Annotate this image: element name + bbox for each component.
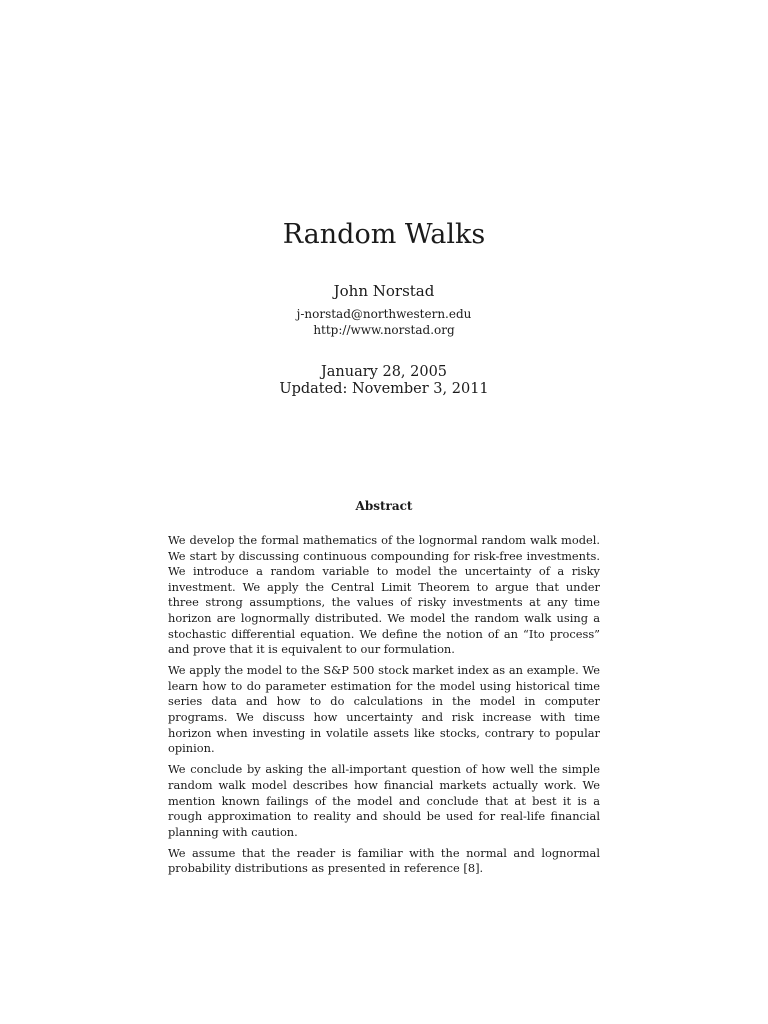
abstract-body xyxy=(168,533,600,882)
abstract-heading: Abstract xyxy=(355,499,413,513)
date-block xyxy=(0,364,768,398)
author-name: John Norstad xyxy=(333,282,435,300)
author-email: j-norstad@northwestern.edu xyxy=(296,307,472,321)
publication-date: January 28, 2005 xyxy=(320,364,448,380)
abstract-paragraph: We assume that the reader is familiar with the normal and lognormal probability distributions as presented in reference [8]. xyxy=(168,845,600,876)
paper-title: Random Walks xyxy=(282,219,486,250)
updated-date: Updated: November 3, 2011 xyxy=(279,381,489,397)
abstract-paragraph: We conclude by asking the all-important question of how well the simple random walk model describes how financial markets actually work. We mention known failings of the model and conclude that at best it is a rough approximation to reality and should be used for real-life financial planning with caution. xyxy=(168,762,600,839)
author-contact xyxy=(0,306,768,338)
author-website: http://www.norstad.org xyxy=(313,323,455,337)
abstract-paragraph: We develop the formal mathematics of the lognormal random walk model. We start by discussing continuous compounding for risk-free investments. We introduce a random variable to model the uncertainty of a risky investment. We apply the Central Limit Theorem to argue that under three strong assumptions, the values of risky investments at any time horizon are lognormally distributed. We model the random walk using a stochastic differential equation. We define the notion of an “Ito process” and prove that it is equivalent to our formulation. xyxy=(168,533,600,657)
abstract-paragraph: We apply the model to the S&P 500 stock market index as an example. We learn how to do parameter estimation for the model using historical time series data and how to do calculations in the model in computer programs. We discuss how uncertainty and risk increase with time horizon when investing in volatile assets like stocks, contrary to popular opinion. xyxy=(168,663,600,756)
